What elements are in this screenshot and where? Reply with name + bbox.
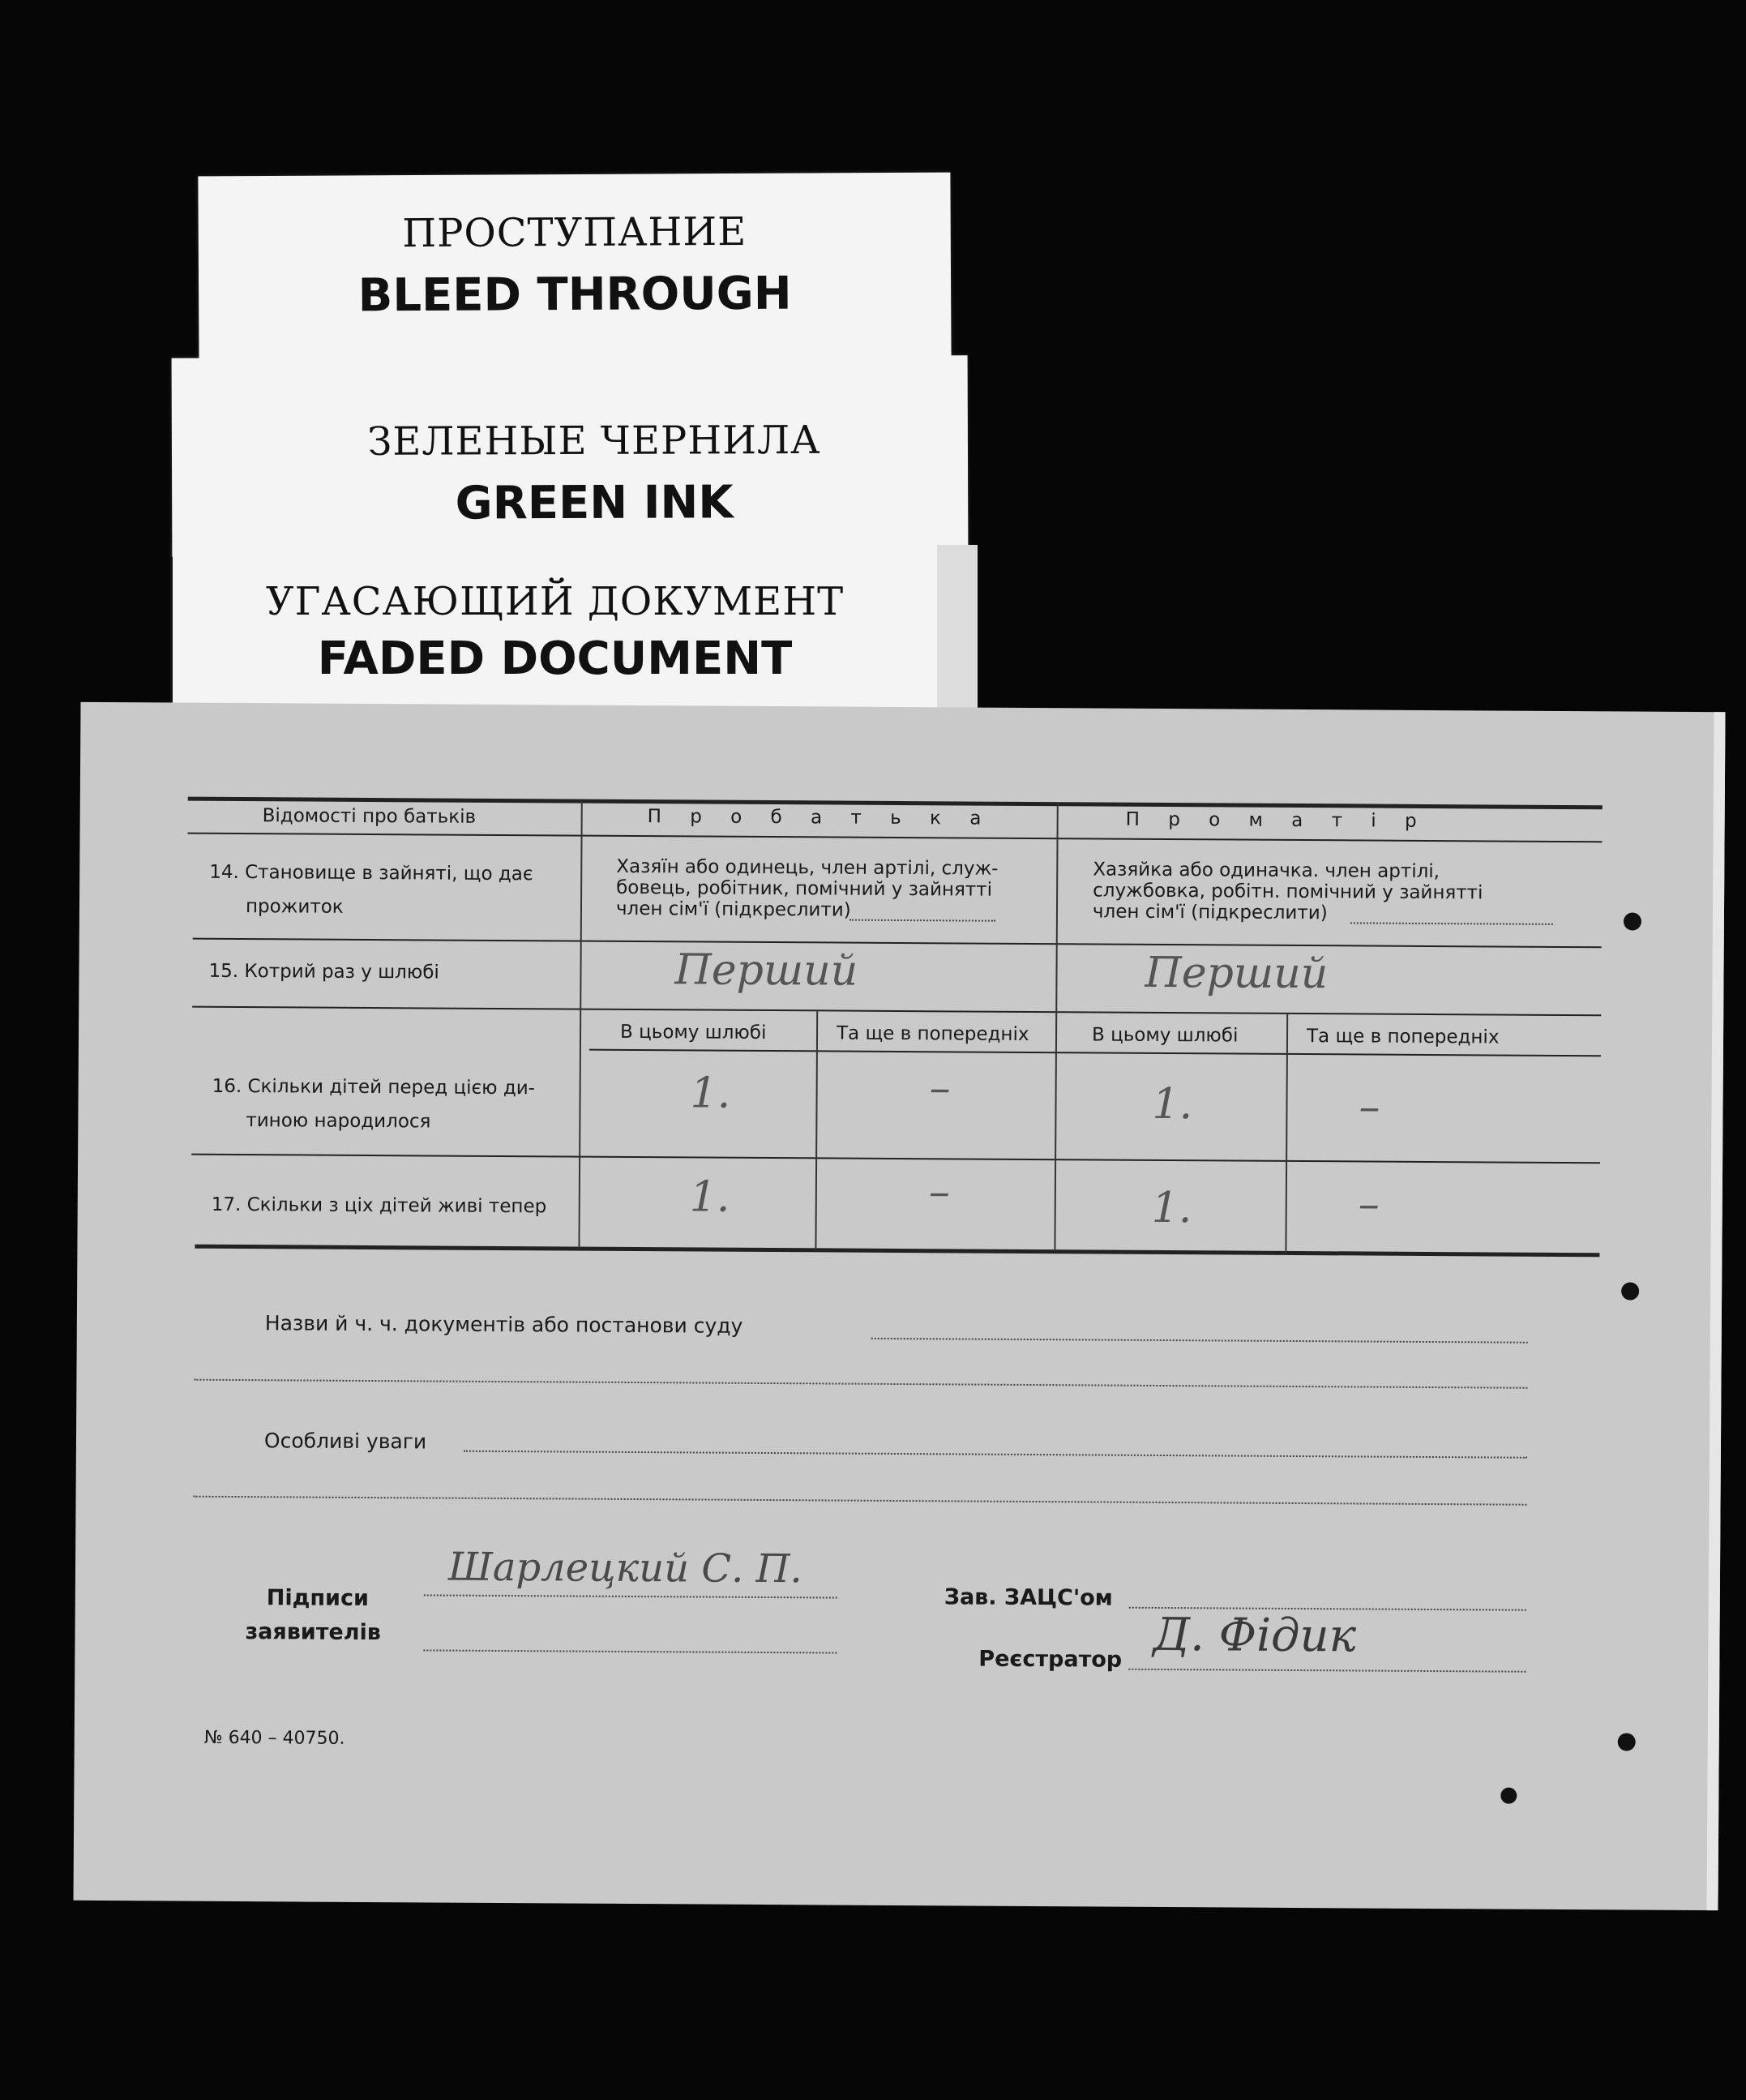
label-faded-document (173, 545, 937, 715)
row14-father-option-2: бовець, робітник, помічний у зайнятті (616, 876, 993, 901)
applicant-signature-line-1 (424, 1594, 837, 1598)
row17-mother-this: 1. (1151, 1183, 1192, 1233)
label-green-ink (172, 355, 969, 556)
row17-mother-prev: – (1358, 1180, 1380, 1229)
row16-father-prev: – (929, 1064, 951, 1113)
documents-line-2 (194, 1379, 1527, 1389)
label-green-ink-ru: ЗЕЛЕНЫЕ ЧЕРНИЛА (367, 417, 821, 465)
documents-label: Назви й ч. ч. документів або постанови суду (264, 1311, 743, 1338)
row15-label: 15. Котрий раз у шлюбі (208, 960, 439, 984)
subheader-father-previous: Та ще в попередніх (836, 1022, 1029, 1045)
label-bleed-through-en: BLEED THROUGH (357, 267, 792, 323)
applicant-signature: Шарлецкий С. П. (447, 1544, 802, 1592)
subheader-father-this-marriage: В цьому шлюбі (619, 1021, 767, 1044)
registrar-signature: Д. Фідик (1153, 1608, 1357, 1663)
row15-father-value: Перший (674, 945, 858, 996)
registration-form-card (74, 702, 1726, 1910)
punch-hole (1618, 1733, 1636, 1751)
punch-hole (1621, 1282, 1639, 1300)
applicants-signatures-label-line2: заявителів (245, 1619, 381, 1646)
table-col-divider-2 (1054, 804, 1058, 1251)
row14-mother-option-2: службовка, робітн. помічний у зайнятті (1093, 880, 1483, 904)
row17-father-this: 1. (689, 1172, 730, 1222)
head-of-registry-label: Зав. ЗАЦС'ом (944, 1584, 1113, 1611)
notes-label: Особливі уваги (263, 1429, 427, 1454)
notes-line-2 (194, 1496, 1527, 1506)
row16-label-line2: тиною народилося (246, 1110, 431, 1133)
notes-line-1 (464, 1451, 1527, 1459)
applicants-signatures-label-line1: Підписи (266, 1585, 370, 1612)
label-faded-document-en: FADED DOCUMENT (317, 632, 793, 685)
table-subcol-divider-father (815, 1011, 818, 1249)
punch-hole (1500, 1788, 1517, 1804)
row14-label-line2: прожиток (245, 896, 344, 918)
label-bleed-through-ru: ПРОСТУПАНИЕ (402, 208, 747, 257)
subheader-rule (589, 1049, 1601, 1057)
row16-mother-this: 1. (1152, 1079, 1193, 1129)
row17-father-prev: – (928, 1168, 951, 1217)
row15-mother-value: Перший (1145, 948, 1329, 999)
row15-rule (192, 1006, 1601, 1017)
table-bottom-rule (195, 1245, 1599, 1258)
subheader-mother-this-marriage: В цьому шлюбі (1091, 1024, 1239, 1047)
row14-mother-option-3: член сім'ї (підкреслити) (1092, 901, 1328, 924)
table-subcol-divider-mother (1285, 1014, 1288, 1253)
header-parents-info: Відомості про батьків (262, 805, 477, 828)
header-about-mother: П р о м а т і р (1125, 808, 1428, 832)
subheader-mother-previous: Та ще в попередніх (1306, 1026, 1500, 1048)
registrar-signature-line (1128, 1669, 1526, 1673)
row14-mother-underline (1350, 922, 1553, 925)
row16-mother-prev: – (1359, 1082, 1380, 1132)
label-faded-document-ru: УГАСАЮЩИЙ ДОКУМЕНТ (265, 579, 845, 624)
row14-father-option-3: член сім'ї (підкреслити) (615, 898, 851, 921)
label-bleed-through (198, 173, 951, 371)
row14-father-option-1: Хазяїн або одинець, член артілі, служ- (616, 855, 999, 880)
row17-label: 17. Скільки з ціх дітей живі тепер (211, 1194, 547, 1218)
row14-rule (193, 938, 1602, 949)
row14-mother-option-1: Хазяйка або одиначка. член артілі, (1093, 859, 1440, 883)
label-green-ink-en: GREEN INK (455, 476, 734, 530)
label-edge (932, 545, 978, 715)
row16-label-line1: 16. Скільки дітей перед цією ди- (212, 1075, 536, 1099)
row14-label-line1: 14. Становище в зайняті, що дає (209, 861, 533, 885)
row16-rule (191, 1154, 1600, 1164)
registrar-label: Реєстратор (978, 1646, 1123, 1673)
applicant-signature-line-2 (423, 1649, 837, 1653)
header-about-father: П р о б а т ь к а (647, 806, 993, 829)
row16-father-this: 1. (690, 1069, 731, 1118)
documents-line-1 (871, 1338, 1528, 1344)
table-col-divider-1 (578, 801, 582, 1249)
punch-hole (1624, 912, 1641, 930)
table-header-rule (188, 833, 1603, 843)
form-number: № 640 – 40750. (203, 1727, 345, 1749)
row14-father-underline (849, 919, 995, 922)
